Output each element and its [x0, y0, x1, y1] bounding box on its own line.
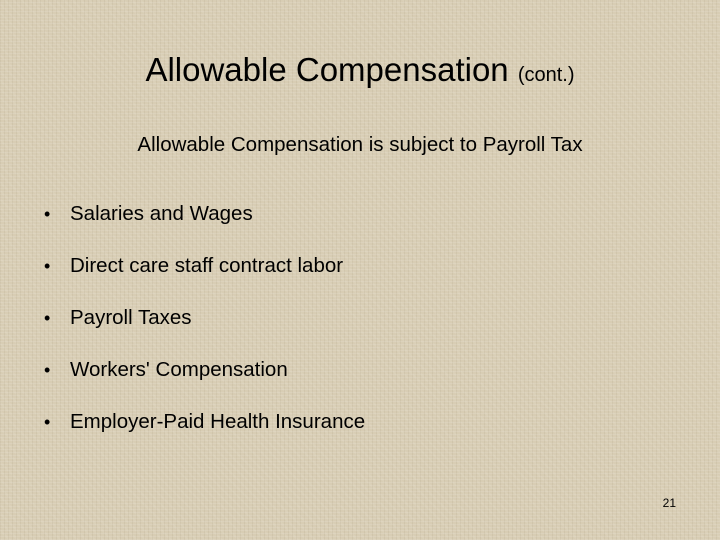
bullet-icon: •	[44, 412, 51, 432]
bullet-text: Salaries and Wages	[70, 202, 253, 225]
bullet-text: Payroll Taxes	[70, 306, 192, 329]
bullet-text: Direct care staff contract labor	[70, 254, 344, 277]
slide-title	[0, 48, 720, 97]
bullet-text: Employer-Paid Health Insurance	[70, 410, 366, 433]
bullet-item	[44, 408, 365, 460]
bullet-item	[44, 304, 365, 356]
bullet-item	[44, 200, 365, 252]
bullet-list	[44, 200, 365, 460]
bullet-item	[44, 356, 365, 408]
bullet-icon: •	[44, 204, 51, 224]
slide-title-suffix: (cont.)	[517, 64, 575, 86]
bullet-icon: •	[44, 360, 51, 380]
page-number: 21	[662, 496, 676, 510]
bullet-icon: •	[44, 308, 51, 328]
bullet-icon: •	[44, 256, 51, 276]
slide-subtitle: Allowable Compensation is subject to Payroll Tax	[137, 133, 583, 156]
bullet-item	[44, 252, 365, 304]
bullet-text: Workers' Compensation	[70, 358, 288, 381]
slide-title-text: Allowable Compensation	[145, 51, 509, 88]
